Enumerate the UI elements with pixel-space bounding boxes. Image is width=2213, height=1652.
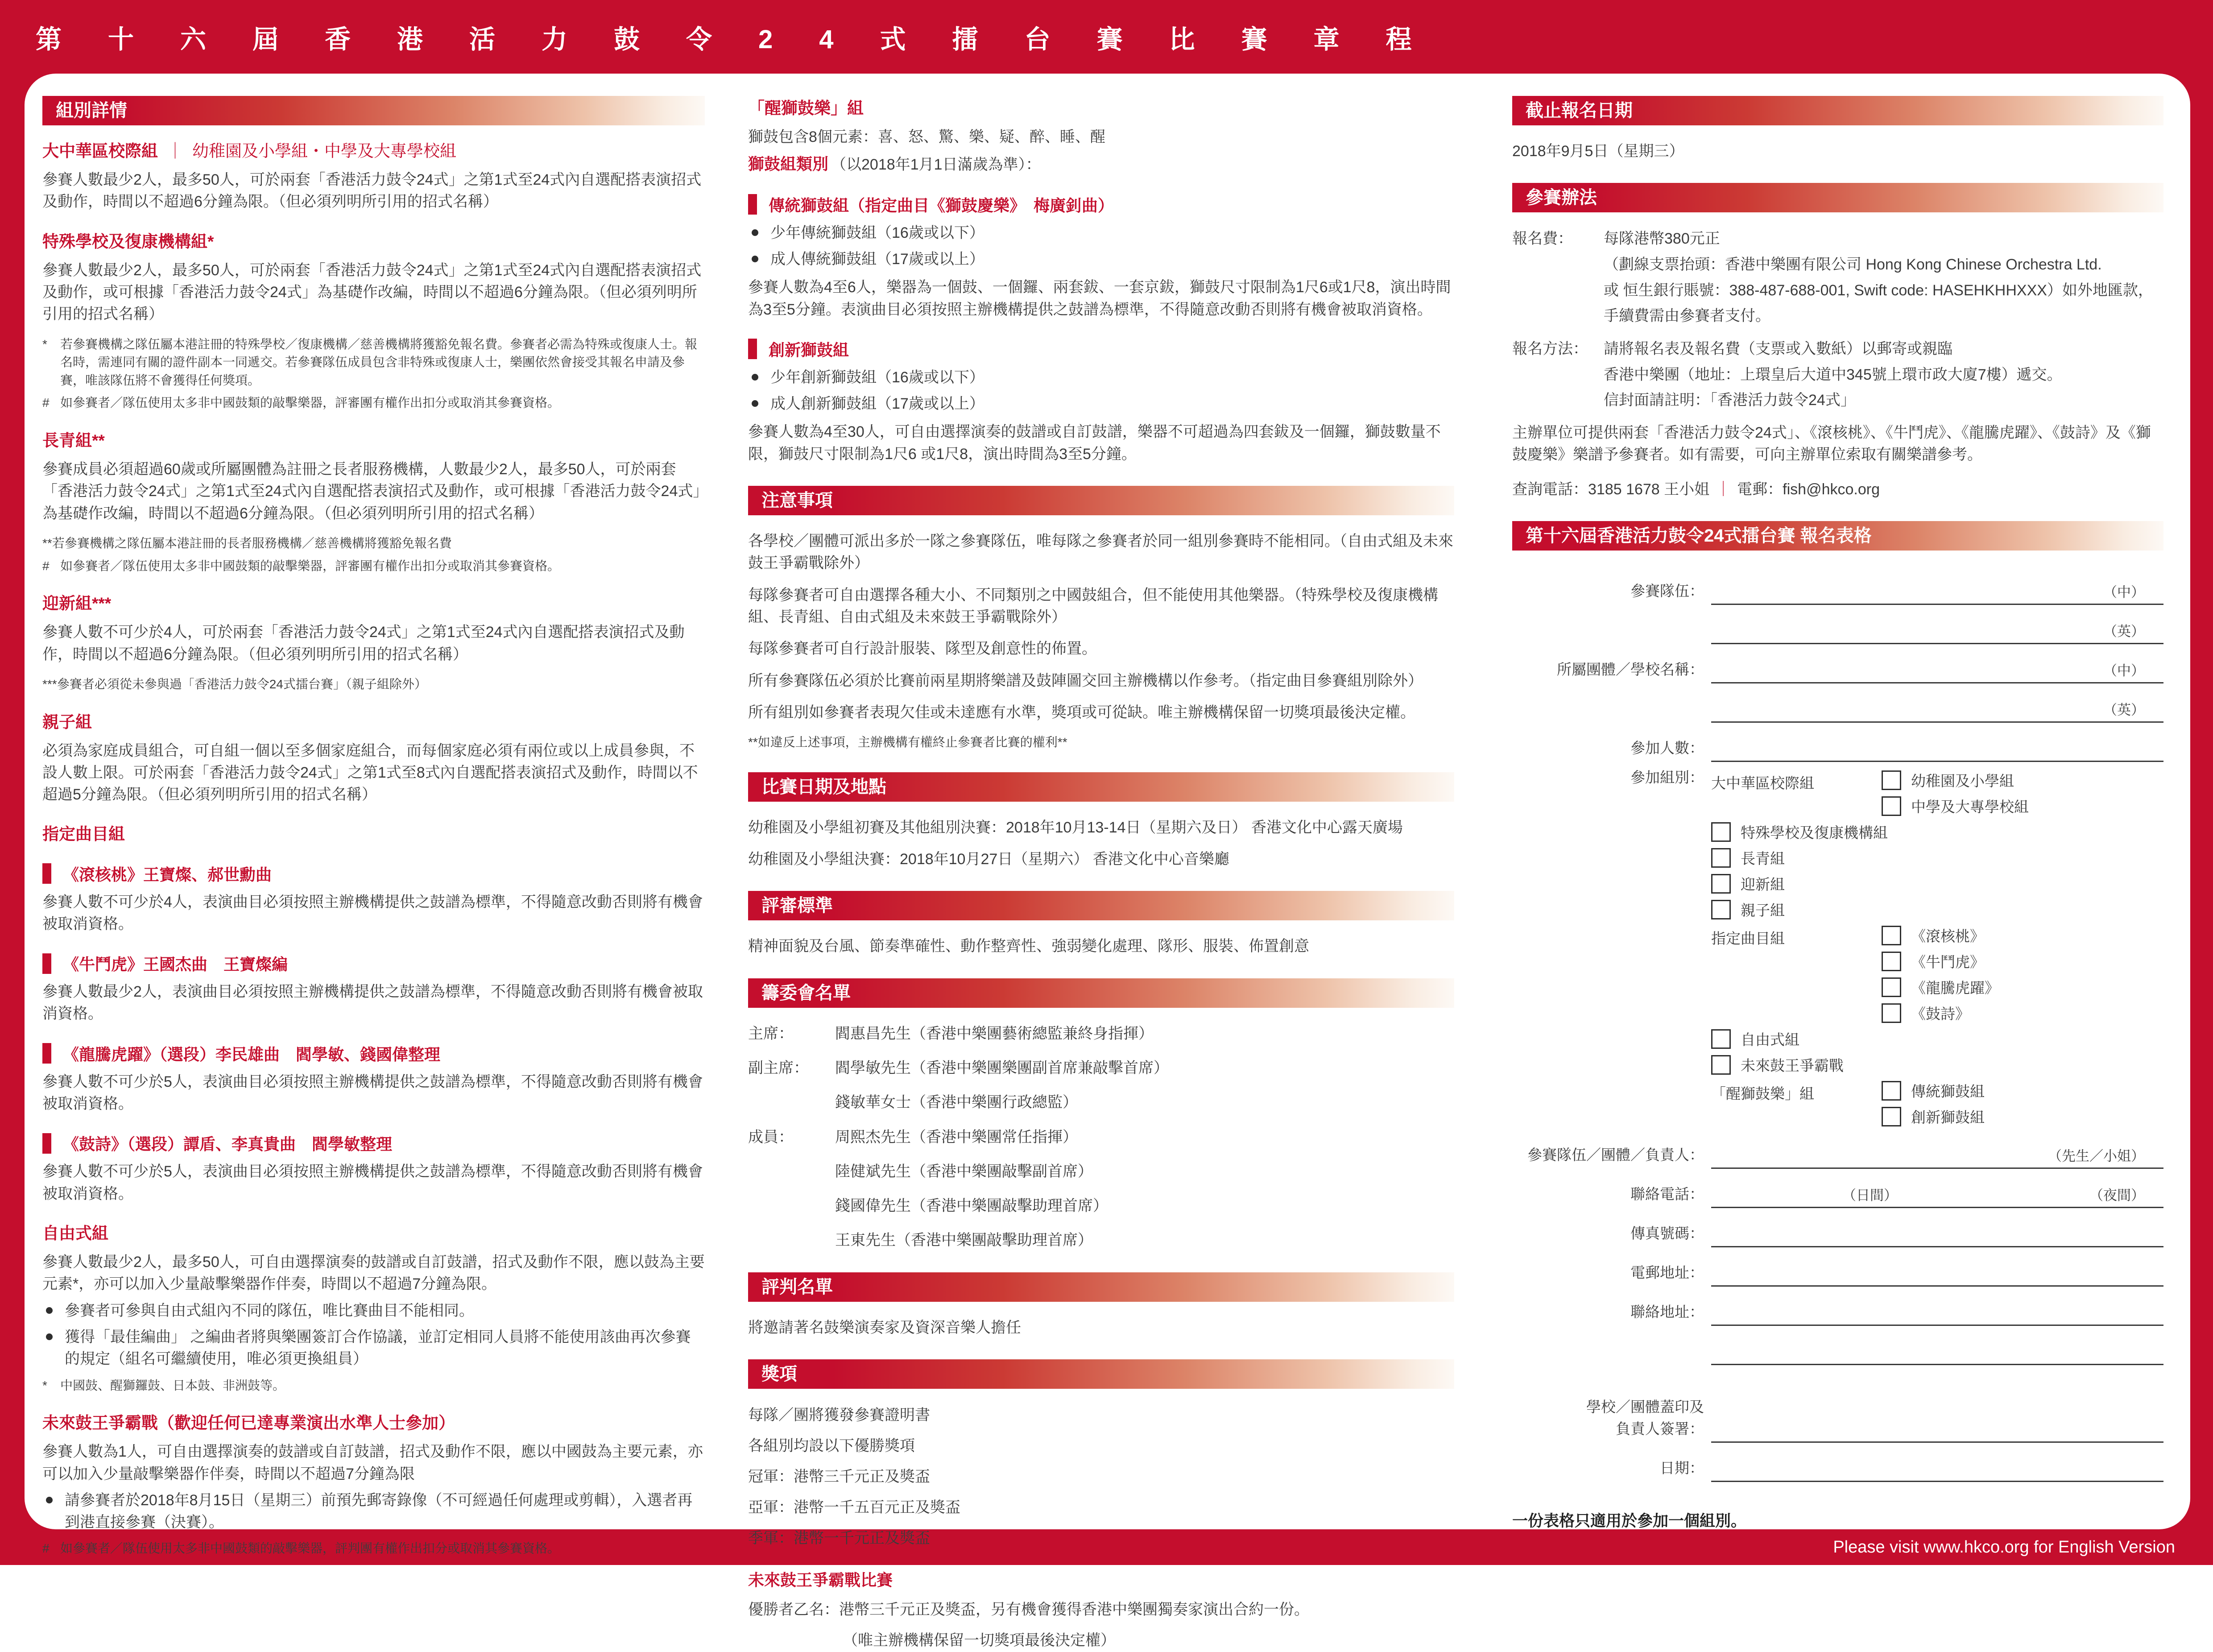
form-row-org-en xyxy=(1512,683,2163,723)
red-block-icon xyxy=(42,1043,51,1064)
lion-inno-bullets xyxy=(748,367,1454,415)
lang-note: （中） xyxy=(2103,662,2145,679)
lang-note: （中） xyxy=(2103,584,2145,600)
checkbox-label: 自由式組 xyxy=(1741,1031,1799,1048)
committee-row: 陸健斌先生（香港中樂團敲擊副首席） xyxy=(835,1163,1093,1180)
one-form-one-category-note: 一份表格只適用於參加一個組別。 xyxy=(1512,1512,1747,1530)
award-line: 亞軍：港幣一千五百元正及獎盃 xyxy=(748,1499,960,1516)
notes-para: 各學校／團體可派出多於一隊之參賽隊伍，唯每隊之參賽者於同一組別參賽時不能相同。（自由式組及未來鼓王爭霸戰除外） xyxy=(748,533,1453,572)
form-row-phone: 聯絡電話： （日間） （夜間） xyxy=(1512,1169,2163,1208)
notes-para: 所有組別如參賽者表現欠佳或未達應有水準，獎項或可從缺。唯主辦機構保留一切獎項最後決定權。 xyxy=(748,704,1415,721)
night-note: （夜間） xyxy=(2089,1187,2145,1203)
award-line: 冠軍：港幣三千元正及獎盃 xyxy=(748,1468,930,1485)
fee-line: 每隊港幣380元正 xyxy=(1604,230,1720,248)
committee-row: 錢敏華女士（香港中樂團行政總監） xyxy=(835,1094,1078,1111)
date-line: 幼稚園及小學組決賽：2018年10月27日（星期六） 香港文化中心音樂廳 xyxy=(748,851,1229,868)
registration-line: 香港中樂團（地址：上環皇后大道中345號上環市政大廈7樓）遞交。 xyxy=(1604,366,2062,383)
checkbox-label: 創新獅鼓組 xyxy=(1911,1109,1985,1126)
section-header-criteria: 評審標準 xyxy=(748,891,1454,920)
piece-body-gunhetao: 參賽人數不可少於4人，表演曲目必須按照主辦機構提供之鼓譜為標準，不得隨意改動否則將有機會被取消資格。 xyxy=(42,893,703,932)
section-header-judges: 評判名單 xyxy=(748,1272,1454,1302)
group-title-future-king: 未來鼓王爭霸戰（歡迎任何已達專業演出水準人士參加） xyxy=(42,1414,455,1433)
address-input-line2[interactable] xyxy=(1711,1338,2163,1365)
checkbox-item xyxy=(1882,793,2163,819)
date-input[interactable] xyxy=(1711,1455,2163,1482)
checkbox-label: 《鼓詩》 xyxy=(1911,1006,1970,1023)
org-name-zh-input[interactable] xyxy=(1711,656,2163,683)
checkbox[interactable] xyxy=(1711,848,1731,868)
checkbox-label: 《滾核桃》 xyxy=(1911,928,1985,945)
checkbox-label: 《龍騰虎躍》 xyxy=(1911,980,1999,997)
checkbox-item xyxy=(1711,819,2163,845)
committee-row: 錢國偉先生（香港中樂團敲擊助理首席） xyxy=(835,1197,1108,1215)
bullet-item: 成人傳統獅鼓組（17歲或以上） xyxy=(748,248,1454,270)
lang-note: （英） xyxy=(2103,623,2145,639)
form-row-count: 參加人數： xyxy=(1512,723,2163,762)
footnote-freestyle: * 中國鼓、醒獅鑼鼓、日本鼓、非洲鼓等。 xyxy=(42,1378,285,1392)
group-body-freestyle: 參賽人數最少2人，最多50人，可自由選擇演奏的鼓譜或自訂鼓譜，招式及動作不限，應以鼓為主要元素*，亦可以加入少量敲擊樂器作伴奏，時間以不超過7分鐘為限。 xyxy=(42,1254,705,1293)
footnote-future-king: # 如參賽者／隊伍使用太多非中國鼓類的敲擊樂器，評判團有權作出扣分或取消其參賽資格。 xyxy=(42,1541,560,1556)
top-banner xyxy=(0,0,2213,74)
bullet-item: 參賽者可參與自由式組內不同的隊伍，唯比賽曲目不能相同。 xyxy=(42,1300,705,1322)
group-title-evergreen: 長青組** xyxy=(42,431,105,450)
committee-row: 成員： 周熙杰先生（香港中樂團常任指揮） xyxy=(748,1128,1078,1146)
notes-para: 每隊參賽者可自行設計服裝、隊型及創意性的佈置。 xyxy=(748,640,1097,658)
future-king-award-line: 優勝者乙名：港幣三千元正及獎盃，另有機會獲得香港中樂團獨奏家演出合約一份。 xyxy=(748,1601,1309,1618)
checkbox-item xyxy=(1711,871,2163,897)
checkbox[interactable] xyxy=(1711,900,1731,919)
category-school-group: 大中華區校際組 幼稚園及小學組 中學及大專學校組 xyxy=(1711,767,2163,819)
fee-block: 報名費： 每隊港幣380元正 （劃線支票抬頭：香港中樂團有限公司 Hong Kong Chinese Orchestra Ltd. 或 恒生銀行賬號：388-487-688-001, Swift code: HASEHKHHXXX）如外地匯款， 手續費需由參賽者支付。 xyxy=(1512,228,2163,331)
section-header-notes: 注意事項 xyxy=(748,486,1454,515)
checkbox-label: 特殊學校及復康機構組 xyxy=(1741,824,1888,841)
checkbox-item xyxy=(1882,1000,2163,1026)
section-header-dates: 比賽日期及地點 xyxy=(748,772,1454,802)
form-row-category: 參加組別： 大中華區校際組 幼稚園及小學組 中學及大專學校組 特殊學校及復康機構組 長青組 迎新組 親子組 指定曲目組 《滾核桃》 《牛鬥虎》 《龍騰虎躍》 《鼓詩》 自由式組 未來鼓王爭霸戰 「醒獅鼓樂」組 傳統獅鼓組 創新獅鼓組 xyxy=(1512,766,2163,1130)
fee-line: 或 恒生銀行賬號：388-487-688-001, Swift code: HASEHKHHXXX）如外地匯款， xyxy=(1604,282,2153,299)
checkbox[interactable] xyxy=(1882,1081,1901,1101)
checkbox[interactable] xyxy=(1711,1029,1731,1049)
judges-line: 將邀請著名鼓樂演奏家及資深音樂人擔任 xyxy=(748,1319,1021,1336)
notes-footnote: **如違反上述事項，主辦機構有權終止參賽者比賽的權利** xyxy=(748,735,1067,749)
group-title-freestyle: 自由式組 xyxy=(42,1224,108,1242)
checkbox-item xyxy=(1882,1104,2163,1130)
section-header-entry-form: 第十六屆香港活力鼓令24式擂台賽 報名表格 xyxy=(1512,521,2163,551)
group-title-school: 大中華區校際組 ｜ 幼稚園及小學組・中學及大專學校組 xyxy=(42,142,456,160)
registration-block: 報名方法： 請將報名表及報名費（支票或入數紙）以郵寄或親臨 香港中樂團（地址：上環皇后大道中345號上環市政大廈7樓）遞交。 信封面請註明：「香港活力鼓令24式」 xyxy=(1512,338,2163,415)
checkbox[interactable] xyxy=(1882,1003,1901,1023)
salutation-note: （先生／小姐） xyxy=(2048,1148,2145,1164)
bullet-item: 少年創新獅鼓組（16歲或以下） xyxy=(748,367,1454,389)
checkbox[interactable] xyxy=(1882,977,1901,997)
address-input-line1[interactable] xyxy=(1711,1299,2163,1326)
checkbox-label: 傳統獅鼓組 xyxy=(1911,1083,1985,1100)
column-right xyxy=(1512,96,2163,1529)
footnote-special-2: # 如參賽者／隊伍使用太多非中國鼓類的敲擊樂器，評審團有權作出扣分或取消其參賽資格。 xyxy=(42,396,560,410)
form-row-date: 日期： xyxy=(1512,1443,2163,1482)
checkbox-item xyxy=(1882,1078,2163,1104)
checkbox-item xyxy=(1711,897,2163,923)
team-name-en-input[interactable] xyxy=(1711,617,2163,644)
piece-title-gunhetao: 《滾核桃》王寶燦、郝世勳曲 xyxy=(42,862,705,885)
footnote-evergreen-1: **若參賽機構之隊伍屬本港註冊的長者服務機構／慈善機構將獲豁免報名費 xyxy=(42,536,452,551)
english-version-note: Please visit www.hkco.org for English Version xyxy=(1833,1537,2175,1557)
daytime-note: （日間） xyxy=(1842,1187,1898,1203)
red-block-icon xyxy=(42,863,51,884)
column-gap xyxy=(705,96,748,1529)
checkbox-label: 《牛鬥虎》 xyxy=(1911,954,1985,971)
lion-elements: 獅鼓包含8個元素：喜、怒、驚、樂、疑、醉、睡、醒 xyxy=(748,128,1105,146)
section-header-awards: 獎項 xyxy=(748,1359,1454,1389)
form-row-leader: 參賽隊伍／團體／負責人： （先生／小姐） xyxy=(1512,1130,2163,1169)
checkbox[interactable] xyxy=(1711,822,1731,842)
award-line: 每隊／團將獲發參賽證明書 xyxy=(748,1407,930,1424)
bullet-item: 獲得「最佳編曲」 之編曲者將與樂團簽訂合作協議，並訂定相同人員將不能使用該曲再次參賽的規定（組名可繼續使用，唯必須更換組員） xyxy=(42,1326,705,1370)
checkbox[interactable] xyxy=(1882,1107,1901,1126)
future-king-award-note: （唯主辦機構保留一切獎項最後決定權） xyxy=(843,1632,1116,1649)
leader-name-input[interactable] xyxy=(1711,1142,2163,1169)
notes-para: 所有參賽隊伍必須於比賽前兩星期將樂譜及鼓陣圖交回主辦機構以作參考。（指定曲目參賽組別除外） xyxy=(748,672,1423,689)
future-king-bullets xyxy=(42,1490,705,1534)
award-line: 季軍：港幣一千元正及獎盃 xyxy=(748,1530,930,1547)
piece-body-gushi: 參賽人數不可少於5人，表演曲目必須按照主辦機構提供之鼓譜為標準，不得隨意改動否則將有機會被取消資格。 xyxy=(42,1163,703,1202)
group-body-family: 必須為家庭成員組合，可自組一個以至多個家庭組合，而每個家庭必須有兩位或以上成員參與，不設人數上限。可於兩套「香港活力鼓令24式」之第1式至8式內自選配搭表演招式及動作，時間以不超過5分鐘為限。（但必須列明所引用的招式名稱） xyxy=(42,742,698,803)
score-provision-para: 主辦單位可提供兩套「香港活力鼓令24式」、《滾核桃》、《牛鬥虎》、《龍騰虎躍》、《鼓詩》及《獅鼓慶樂》樂譜予參賽者。如有需要，可向主辦單位索取有關樂譜參考。 xyxy=(1512,424,2151,464)
red-block-icon xyxy=(42,953,51,974)
form-row-email: 電郵地址： xyxy=(1512,1247,2163,1287)
date-line: 幼稚園及小學組初賽及其他組別決賽：2018年10月13-14日（星期六及日） 香港文化中心露天廣場 xyxy=(748,819,1403,836)
checkbox-item xyxy=(1711,845,2163,871)
lion-trad-title: 傳統獅鼓組（指定曲目《獅鼓慶樂》 梅廣釗曲） xyxy=(748,193,1454,216)
org-name-en-input[interactable] xyxy=(1711,696,2163,723)
section-header-committee: 籌委會名單 xyxy=(748,978,1454,1008)
lion-inno-body: 參賽人數為4至30人，可自由選擇演奏的鼓譜或自訂鼓譜，樂器不可超過為四套鈸及一個鑼，獅鼓數量不限，獅鼓尺寸限制為1尺6 或1尺8，演出時間為3至5分鐘。 xyxy=(748,423,1441,463)
lang-note: （英） xyxy=(2103,702,2145,718)
piece-body-niudouhu: 參賽人數最少2人，表演曲目必須按照主辦機構提供之鼓譜為標準，不得隨意改動否則將有機會被取消資格。 xyxy=(42,983,703,1023)
form-row-address-2 xyxy=(1512,1326,2163,1365)
checkbox-label: 未來鼓王爭霸戰 xyxy=(1741,1057,1844,1074)
lion-category-line: 獅鼓組類別 （以2018年1月1日滿歲為準）： xyxy=(748,155,1041,174)
checkbox[interactable] xyxy=(1711,874,1731,894)
piece-title-gushi: 《鼓詩》（選段）譚盾、李真貴曲 閻學敏整理 xyxy=(42,1132,705,1155)
lion-trad-bullets xyxy=(748,222,1454,271)
footnote-special-1: * 若參賽機構之隊伍屬本港註冊的特殊學校／復康機構／慈善機構將獲豁免報名費。參賽者必需為特殊或復康人士。報名時，需連同有關的證件副本一同遞交。若參賽隊伍成員包含非特殊或復康人士，樂團依然會接受其報名申請及參賽，唯該隊伍將不會獲得任何獎項。 xyxy=(42,337,698,387)
checkbox-item xyxy=(1882,948,2163,974)
phone-input[interactable] xyxy=(1711,1181,2163,1208)
footnote-evergreen-2: # 如參賽者／隊伍使用太多非中國鼓類的敲擊樂器，評審團有權作出扣分或取消其參賽資格。 xyxy=(42,559,560,573)
section-header-how-to-enter: 參賽辦法 xyxy=(1512,183,2163,212)
bullet-item: 少年傳統獅鼓組（16歲或以下） xyxy=(748,222,1454,244)
form-row-team-zh: 參賽隊伍： （中） xyxy=(1512,566,2163,605)
committee-row: 主席： 閻惠昌先生（香港中樂團藝術總監兼終身指揮） xyxy=(748,1025,1154,1042)
award-line: 各組別均設以下優勝獎項 xyxy=(748,1437,915,1454)
checkbox[interactable] xyxy=(1882,952,1901,971)
participant-count-input[interactable] xyxy=(1711,735,2163,762)
red-block-icon xyxy=(42,1133,51,1154)
checkbox[interactable] xyxy=(1882,926,1901,945)
form-row-fax: 傳真號碼： xyxy=(1512,1208,2163,1247)
group-body-school: 參賽人數最少2人，最多50人，可於兩套「香港活力鼓令24式」之第1式至24式內自選配搭表演招式及動作，時間以不超過6分鐘為限。（但必須列明所引用的招式名稱） xyxy=(42,171,702,211)
section-header-deadline: 截止報名日期 xyxy=(1512,96,2163,125)
column-middle xyxy=(748,96,1454,1649)
notes-para: 每隊參賽者可自由選擇各種大小、不同類別之中國鼓組合，但不能使用其他樂器。（特殊學校及復康機構組、長青組、自由式組及未來鼓王爭霸戰除外） xyxy=(748,586,1438,625)
piece-title-niudouhu: 《牛鬥虎》王國杰曲 王寶燦編 xyxy=(42,952,705,975)
checkbox-item xyxy=(1711,1026,2163,1052)
bullet-item: 請參賽者於2018年8月15日（星期三）前預先郵寄錄像（不可經過任何處理或剪輯），入選者再到港直接參賽（決賽）。 xyxy=(42,1490,705,1534)
checkbox[interactable] xyxy=(1882,770,1901,790)
enquiry-email: 電郵：fish@hkco.org xyxy=(1737,480,1880,498)
committee-row: 王東先生（香港中樂團敲擊助理首席） xyxy=(835,1232,1093,1249)
footnote-newcomer: ***參賽者必須從未參與過「香港活力鼓令24式擂台賽」（親子組除外） xyxy=(42,677,427,691)
section-header-group-details: 組別詳情 xyxy=(42,96,705,125)
group-title-special: 特殊學校及復康機構組* xyxy=(42,232,214,251)
group-title-lion-drum: 「醒獅鼓樂」組 xyxy=(748,99,864,117)
fee-line: （劃線支票抬頭：香港中樂團有限公司 Hong Kong Chinese Orchestra Ltd. xyxy=(1604,256,2102,273)
future-king-award-title: 未來鼓王爭霸戰比賽 xyxy=(748,1571,893,1589)
checkbox-item xyxy=(1882,974,2163,1000)
checkbox-item xyxy=(1882,767,2163,793)
checkbox-label: 中學及大專學校組 xyxy=(1911,799,2029,816)
checkbox[interactable] xyxy=(1882,796,1901,816)
fax-input[interactable] xyxy=(1711,1220,2163,1247)
committee-row: 副主席： 閻學敏先生（香港中樂團樂團副首席兼敲擊首席） xyxy=(748,1059,1169,1076)
piece-body-longteng: 參賽人數不可少於5人，表演曲目必須按照主辦機構提供之鼓譜為標準，不得隨意改動否則將有機會被取消資格。 xyxy=(42,1073,703,1113)
piece-title-longteng: 《龍騰虎躍》（選段）李民雄曲 閻學敏、錢國偉整理 xyxy=(42,1042,705,1065)
stamp-signature-input[interactable] xyxy=(1711,1416,2163,1443)
divider: ｜ xyxy=(1716,480,1731,498)
team-name-zh-input[interactable] xyxy=(1711,578,2163,605)
lion-inno-title: 創新獅鼓組 xyxy=(748,338,1454,360)
criteria-line: 精神面貌及台風、節奏準確性、動作整齊性、強弱變化處理、隊形、服裝、佈置創意 xyxy=(748,938,1309,955)
form-row-org-zh: 所屬團體／學校名稱： （中） xyxy=(1512,644,2163,683)
group-title-set-pieces: 指定曲目組 xyxy=(42,825,125,844)
category-lion-group: 「醒獅鼓樂」組 傳統獅鼓組 創新獅鼓組 xyxy=(1711,1078,2163,1130)
red-block-icon xyxy=(748,194,757,215)
form-row-stamp-signature: 學校／團體蓋印及 負責人簽署： xyxy=(1512,1376,2163,1443)
fee-line: 手續費需由參賽者支付。 xyxy=(1604,307,1770,325)
registration-line: 請將報名表及報名費（支票或入數紙）以郵寄或親臨 xyxy=(1604,340,1952,357)
column-gap xyxy=(1454,96,1512,1529)
group-body-special: 參賽人數最少2人，最多50人，可於兩套「香港活力鼓令24式」之第1式至24式內自選配搭表演招式及動作，或可根據「香港活力鼓令24式」為基礎作改編，時間以不超過6分鐘為限。（但必須列明所引用的招式名稱） xyxy=(42,261,702,323)
registration-line: 信封面請註明：「香港活力鼓令24式」 xyxy=(1604,392,1856,409)
form-row-team-en xyxy=(1512,605,2163,644)
bottom-strip xyxy=(0,1529,2213,1565)
checkbox-item xyxy=(1882,923,2163,948)
page-title: 第十六屆香港活力鼓令24式擂台賽比賽章程 xyxy=(36,25,1458,54)
group-body-newcomer: 參賽人數不可少於4人，可於兩套「香港活力鼓令24式」之第1式至24式內自選配搭表演招式及動作，時間以不超過6分鐘為限。（但必須列明所引用的招式名稱） xyxy=(42,624,685,663)
checkbox-label: 長青組 xyxy=(1741,850,1785,867)
contact-line xyxy=(1512,479,2163,501)
deadline-date: 2018年9月5日（星期三） xyxy=(1512,143,1684,160)
group-title-newcomer: 迎新組*** xyxy=(42,594,112,613)
red-block-icon xyxy=(748,339,757,359)
checkbox-label: 親子組 xyxy=(1741,902,1785,919)
checkbox[interactable] xyxy=(1711,1055,1731,1075)
form-row-address-1: 聯絡地址： xyxy=(1512,1287,2163,1326)
bullet-item: 成人創新獅鼓組（17歲或以上） xyxy=(748,393,1454,415)
freestyle-bullets xyxy=(42,1300,705,1370)
enquiry-phone: 查詢電話：3185 1678 王小姐 xyxy=(1512,480,1710,498)
email-input[interactable] xyxy=(1711,1259,2163,1287)
group-body-future-king: 參賽人數為1人，可自由選擇演奏的鼓譜或自訂鼓譜，招式及動作不限，應以中國鼓為主要元素，亦可以加入少量敲擊樂器作伴奏，時間以不超過7分鐘為限 xyxy=(42,1443,703,1482)
category-pieces-group: 指定曲目組 《滾核桃》 《牛鬥虎》 《龍騰虎躍》 《鼓詩》 xyxy=(1711,923,2163,1026)
column-group-details xyxy=(42,96,705,1556)
checkbox-label: 迎新組 xyxy=(1741,876,1785,893)
checkbox-item xyxy=(1711,1052,2163,1078)
group-body-evergreen: 參賽成員必須超過60歲或所屬團體為註冊之長者服務機構，人數最少2人，最多50人，可於兩套「香港活力鼓令24式」之第1式至24式內自選配搭表演招式及動作，或可根據「香港活力鼓令24式」為基礎作改編，時間以不超過6分鐘為限。（但必須列明所引用的招式名稱） xyxy=(42,461,701,522)
group-title-family: 親子組 xyxy=(42,712,92,731)
checkbox-label: 幼稚園及小學組 xyxy=(1911,773,2014,790)
lion-trad-body: 參賽人數為4至6人，樂器為一個鼓、一個鑼、兩套鈸、一套京鈸，獅鼓尺寸限制為1尺6或1尺8，演出時間為3至5分鐘。表演曲目必須按照主辦機構提供之鼓譜為標準，不得隨意改動否則將有機會被取消資格。 xyxy=(748,279,1451,318)
